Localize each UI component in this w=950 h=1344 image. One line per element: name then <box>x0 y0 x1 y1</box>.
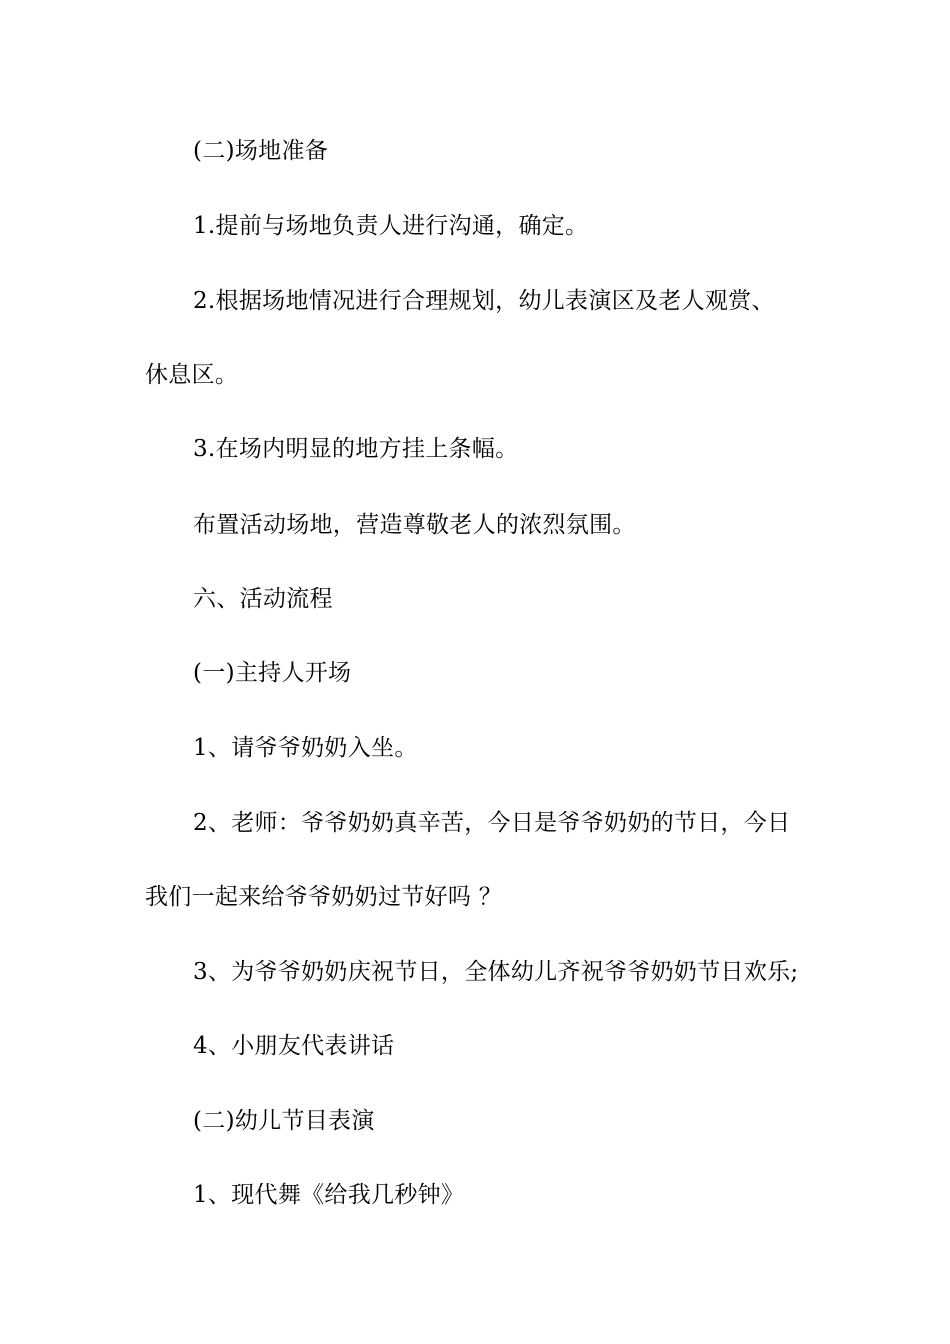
paragraph: 2.根据场地情况进行合理规划，幼儿表演区及老人观赏、 <box>193 288 775 314</box>
paragraph: 布置活动场地，营造尊敬老人的浓烈氛围。 <box>193 512 636 538</box>
section-heading: 六、活动流程 <box>193 586 333 612</box>
paragraph: 1、请爷爷奶奶入坐。 <box>193 735 418 761</box>
paragraph: 2、老师：爷爷奶奶真辛苦，今日是爷爷奶奶的节日，今日 <box>193 810 791 836</box>
paragraph: 4、小朋友代表讲话 <box>193 1033 395 1059</box>
paragraph: 3.在场内明显的地方挂上条幅。 <box>193 436 519 462</box>
section-heading: (二)场地准备 <box>193 138 329 164</box>
section-heading: (一)主持人开场 <box>193 660 352 686</box>
paragraph: 1.提前与场地负责人进行沟通，确定。 <box>193 213 589 239</box>
paragraph: 3、为爷爷奶奶庆祝节日，全体幼儿齐祝爷爷奶奶节日欢乐; <box>193 959 799 985</box>
section-heading: (二)幼儿节目表演 <box>193 1108 375 1134</box>
paragraph-continuation: 休息区。 <box>145 362 239 388</box>
paragraph: 1、现代舞《给我几秒钟》 <box>193 1182 465 1208</box>
paragraph-continuation: 我们一起来给爷爷奶奶过节好吗 ？ <box>145 884 503 910</box>
